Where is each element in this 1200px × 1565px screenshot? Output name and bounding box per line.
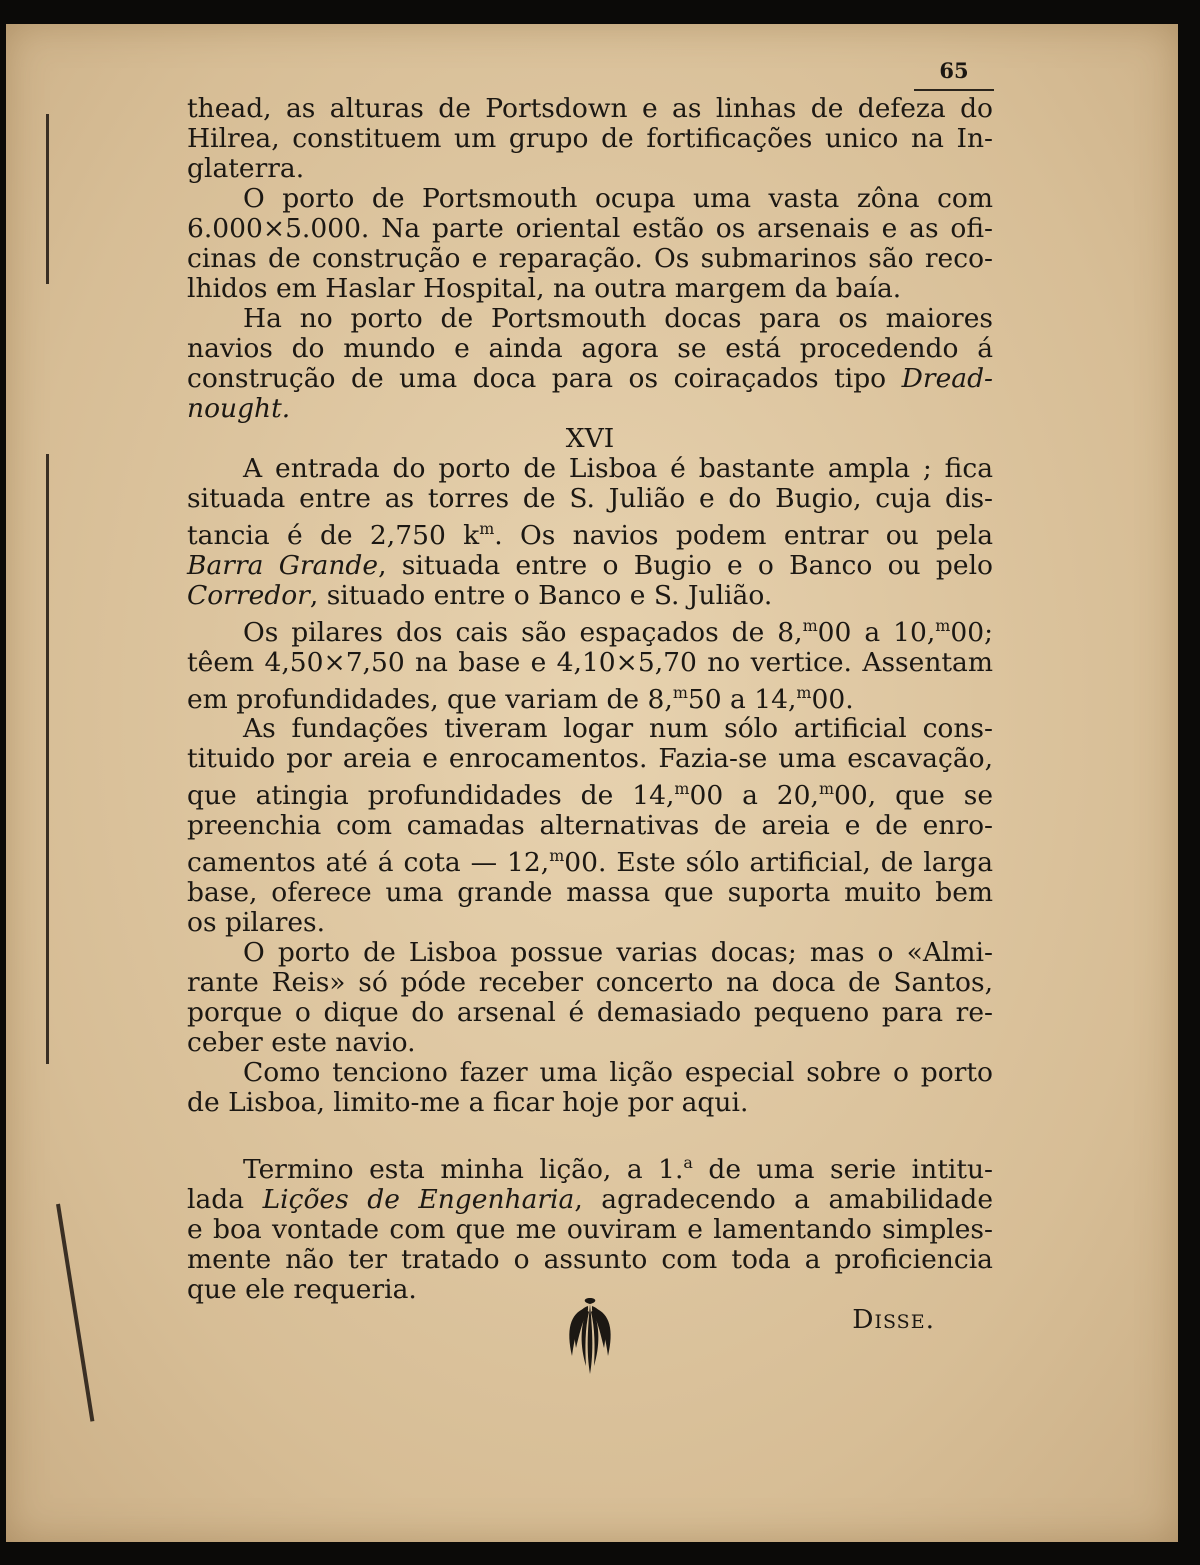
text-line: nought.: [187, 393, 291, 424]
text-line: navios do mundo e ainda agora se está procedendo á: [187, 333, 993, 364]
binding-mark: [46, 454, 49, 1064]
document-body: [187, 94, 993, 1335]
page-number: 65: [914, 58, 994, 91]
section-heading: XVI: [565, 423, 615, 454]
text-line: têem 4,50×7,50 na base e 4,10×5,70 no vertice. Assentam: [187, 646, 993, 678]
text-line: A entrada do porto de Lisboa é bastante ampla ; fica: [243, 453, 993, 484]
text-line: e boa vontade com que me ouviram e lamentando simples-: [187, 1213, 993, 1245]
text-line: As fundações tiveram logar num sólo artificial cons-: [243, 713, 993, 745]
text-line: preenchia com camadas alternativas de areia e de enro-: [187, 810, 993, 842]
text-line: Barra Grande, situada entre o Bugio e o Banco ou pelo: [187, 549, 993, 581]
text-line: de Lisboa, limito-me a ficar hoje por aqui.: [187, 1087, 749, 1119]
text-line: O porto de Lisboa possue varias docas; mas o «Almi-: [243, 937, 993, 969]
text-line: Termino esta minha lição, a 1.$^a$ de uma serie intitu-: [243, 1153, 993, 1185]
text-line: lhidos em Haslar Hospital, na outra margem da baía.: [187, 273, 902, 304]
text-line: que atingia profundidades de 14,$^m$00 a 20,$^m$00, que se: [187, 779, 993, 812]
text-line: mente não ter tratado o assunto com toda a proficiencia: [187, 1243, 993, 1275]
signature: Disse.: [852, 1303, 935, 1335]
text-line: situada entre as torres de S. Julião e do Bugio, cuja dis-: [187, 483, 993, 514]
text-line: base, oferece uma grande massa que suporta muito bem: [187, 877, 993, 909]
text-line: lada Lições de Engenharia, agradecendo a amabilidade: [187, 1183, 994, 1215]
text-line: thead, as alturas de Portsdown e as linhas de defeza do: [187, 93, 993, 124]
text-line: rante Reis» só póde receber concerto na doca de Santos,: [187, 967, 993, 999]
binding-mark: [56, 1204, 94, 1422]
text-line: Como tenciono fazer uma lição especial sobre o porto: [243, 1057, 993, 1089]
text-line: construção de uma doca para os coiraçados tipo Dread-: [187, 363, 993, 394]
binding-mark: [46, 114, 49, 284]
text-line: tituido por areia e enrocamentos. Fazia-se uma escavação,: [187, 743, 993, 775]
text-line: Ha no porto de Portsmouth docas para os maiores: [243, 303, 993, 334]
text-line: que ele requeria.: [187, 1273, 417, 1305]
text-line: glaterra.: [187, 153, 305, 184]
text-line: Hilrea, constituem um grupo de fortificações unico na In-: [187, 123, 993, 154]
text-line: os pilares.: [187, 907, 326, 939]
fleuron-icon: [566, 1296, 614, 1376]
text-line: ceber este navio.: [187, 1027, 416, 1059]
text-line: porque o dique do arsenal é demasiado pequeno para re-: [187, 997, 993, 1029]
text-line: 6.000×5.000. Na parte oriental estão os arsenais e as ofi-: [187, 213, 993, 244]
text-line: cinas de construção e reparação. Os submarinos são reco-: [187, 243, 993, 274]
text-line: Os pilares dos cais são espaçados de 8,$^m$00 a 10,$^m$00;: [243, 615, 993, 648]
text-line: tancia é de 2,750 $k^m$. Os navios podem entrar ou pela: [187, 519, 993, 551]
text-line: em profundidades, que variam de 8,$^m$50 a 14,$^m$00.: [187, 682, 854, 715]
text-line: camentos até á cota — 12,$^m$00. Este sólo artificial, de larga: [187, 846, 993, 879]
text-line: O porto de Portsmouth ocupa uma vasta zôna com: [243, 183, 993, 214]
text-line: Corredor, situado entre o Banco e S. Julião.: [187, 579, 773, 611]
